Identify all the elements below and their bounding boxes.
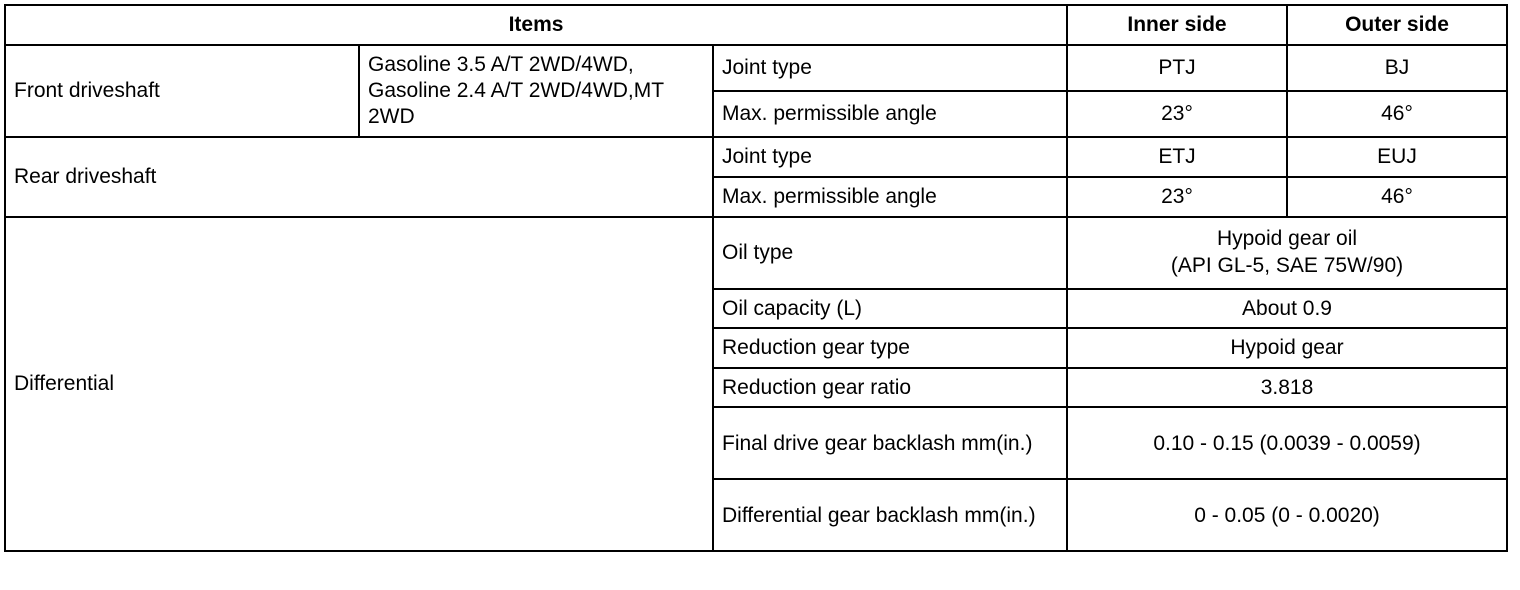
table-header-row (5, 5, 1507, 45)
row-item-oil-capacity: Oil capacity (L) (713, 289, 1067, 329)
row-item-front-joint-type: Joint type (713, 45, 1067, 91)
value-final-drive-gear-backlash: 0.10 - 0.15 (0.0039 - 0.0059) (1067, 407, 1507, 479)
table-row (5, 137, 1507, 177)
row-variant-front-driveshaft: Gasoline 3.5 A/T 2WD/4WD, Gasoline 2.4 A/T 2WD/4WD,MT 2WD (359, 45, 713, 138)
row-item-final-drive-gear-backlash: Final drive gear backlash mm(in.) (713, 407, 1067, 479)
row-item-oil-type: Oil type (713, 217, 1067, 289)
row-item-differential-gear-backlash: Differential gear backlash mm(in.) (713, 479, 1067, 551)
value-oil-capacity: About 0.9 (1067, 289, 1507, 329)
value-rear-joint-type-inner: ETJ (1067, 137, 1287, 177)
table-row (5, 45, 1507, 91)
table-row (5, 217, 1507, 289)
value-reduction-gear-ratio: 3.818 (1067, 368, 1507, 408)
value-rear-max-angle-inner: 23° (1067, 177, 1287, 217)
value-oil-type (1067, 217, 1507, 289)
value-reduction-gear-type: Hypoid gear (1067, 328, 1507, 368)
value-differential-gear-backlash: 0 - 0.05 (0 - 0.0020) (1067, 479, 1507, 551)
value-front-joint-type-inner: PTJ (1067, 45, 1287, 91)
value-front-joint-type-outer: BJ (1287, 45, 1507, 91)
row-item-front-max-angle: Max. permissible angle (713, 91, 1067, 137)
value-oil-type-line1: Hypoid gear oil (1216, 227, 1358, 251)
value-oil-type-line2: (API GL-5, SAE 75W/90) (1170, 253, 1404, 277)
value-front-max-angle-inner: 23° (1067, 91, 1287, 137)
row-label-rear-driveshaft: Rear driveshaft (5, 137, 713, 216)
row-item-reduction-gear-type: Reduction gear type (713, 328, 1067, 368)
row-label-front-driveshaft: Front driveshaft (5, 45, 359, 138)
value-front-max-angle-outer: 46° (1287, 91, 1507, 137)
row-item-reduction-gear-ratio: Reduction gear ratio (713, 368, 1067, 408)
row-label-differential: Differential (5, 217, 713, 552)
value-rear-max-angle-outer: 46° (1287, 177, 1507, 217)
driveshaft-differential-specification-table (4, 4, 1508, 552)
header-outer-side: Outer side (1287, 5, 1507, 45)
header-inner-side: Inner side (1067, 5, 1287, 45)
row-item-rear-joint-type: Joint type (713, 137, 1067, 177)
header-items: Items (5, 5, 1067, 45)
row-item-rear-max-angle: Max. permissible angle (713, 177, 1067, 217)
value-rear-joint-type-outer: EUJ (1287, 137, 1507, 177)
specification-table-page (0, 4, 1520, 590)
